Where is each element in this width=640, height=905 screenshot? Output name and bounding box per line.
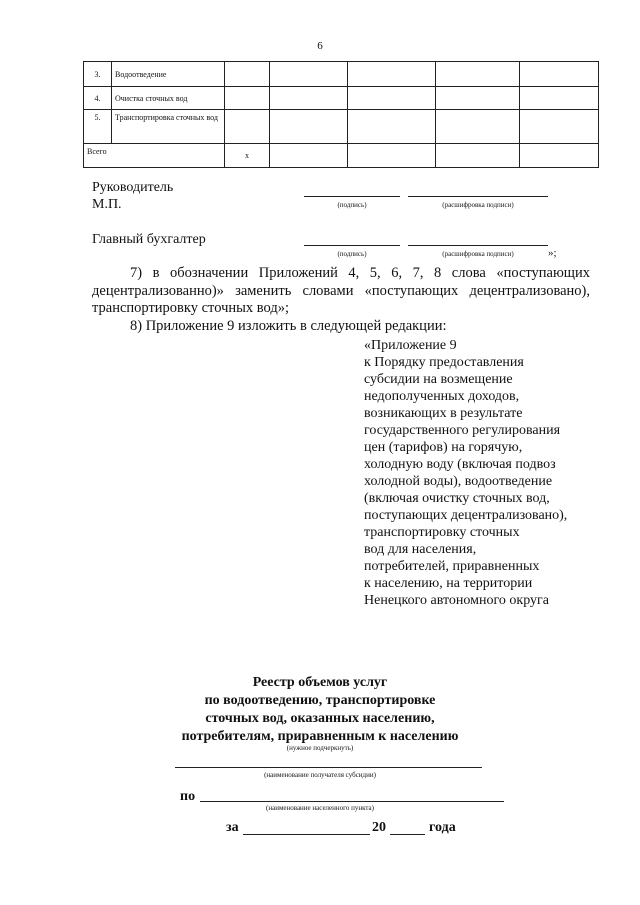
head-decoding-line [408,196,548,197]
page-number: 6 [317,40,323,52]
row-service-name: Транспортировка сточных вод [112,110,225,144]
closing-quote-mark: »; [548,247,557,259]
po-label: по [180,789,196,804]
appendix-line: государственного регулирования [364,423,561,438]
registry-title-line: Реестр объемов услуг [252,675,388,690]
appendix-line: цен (тарифов) на горячую, [364,440,523,455]
underline-note: (нужное подчеркнуть) [286,744,354,752]
appendix-line: недополученных доходов, [364,389,520,404]
services-table [83,61,599,168]
appendix-line: холодную воду (включая подвоз [364,457,556,472]
appendix-line: возникающих в результате [364,406,523,421]
signature-caption: (подпись) [337,201,367,209]
appendix-line: потребителей, приравненных [364,559,540,574]
accountant-decoding-line [408,245,548,246]
registry-title-line: сточных вод, оказанных населению, [205,711,435,726]
appendix-line: «Приложение 9 [364,338,457,353]
table-row [84,62,599,87]
appendix-line: (включая очистку сточных вод, [364,491,550,506]
appendix-line: холодной воды), водоотведение [364,474,553,489]
signature-caption: (подпись) [337,250,367,258]
year-line [390,834,425,835]
period-line [243,834,370,835]
za-label: за [226,820,239,835]
locality-caption: (наименование населенного пункта) [266,804,374,812]
row-service-name: Очистка сточных вод [112,87,225,110]
appendix-line: транспортировку сточных [364,525,520,540]
year-label: года [429,820,456,835]
accountant-label: Главный бухгалтер [92,232,206,247]
head-signature-line [304,196,400,197]
year-prefix: 20 [372,820,386,835]
paragraph-8: 8) Приложение 9 изложить в следующей редакции: [130,318,447,334]
appendix-line: вод для населения, [364,542,477,557]
locality-line [200,801,504,802]
row-number: 4. [84,87,112,110]
head-label: Руководитель [92,180,174,195]
table-row [84,110,599,144]
total-mark: х [225,144,270,168]
appendix-line: к населению, на территории [364,576,533,591]
row-number: 5. [84,110,112,144]
recipient-line [175,767,482,768]
appendix-heading [364,337,567,609]
paragraph-7: 7) в обозначении Приложений 4, 5, 6, 7, 8 слова «поступающих децентрализованно)» заменить словами «поступающих децентрализовано), транспортировку сточных вод»; [92,265,590,316]
appendix-line: субсидии на возмещение [364,372,513,387]
row-number: 3. [84,62,112,87]
row-service-name: Водоотведение [112,62,225,87]
appendix-line: к Порядку предоставления [364,355,524,370]
table-total-row [84,144,599,168]
decoding-caption: (расшифровка подписи) [442,250,514,258]
stamp-label: М.П. [92,197,122,212]
decoding-caption: (расшифровка подписи) [442,201,514,209]
appendix-line: поступающих децентрализовано), [364,508,568,523]
total-label: Всего [84,144,225,168]
registry-title [0,674,640,746]
accountant-signature-line [304,245,400,246]
recipient-caption: (наименование получателя субсидии) [264,771,376,779]
registry-title-line: потребителям, приравненным к населению [181,729,459,744]
table-row [84,87,599,110]
appendix-line: Ненецкого автономного округа [364,593,549,608]
registry-title-line: по водоотведению, транспортировке [204,693,436,708]
